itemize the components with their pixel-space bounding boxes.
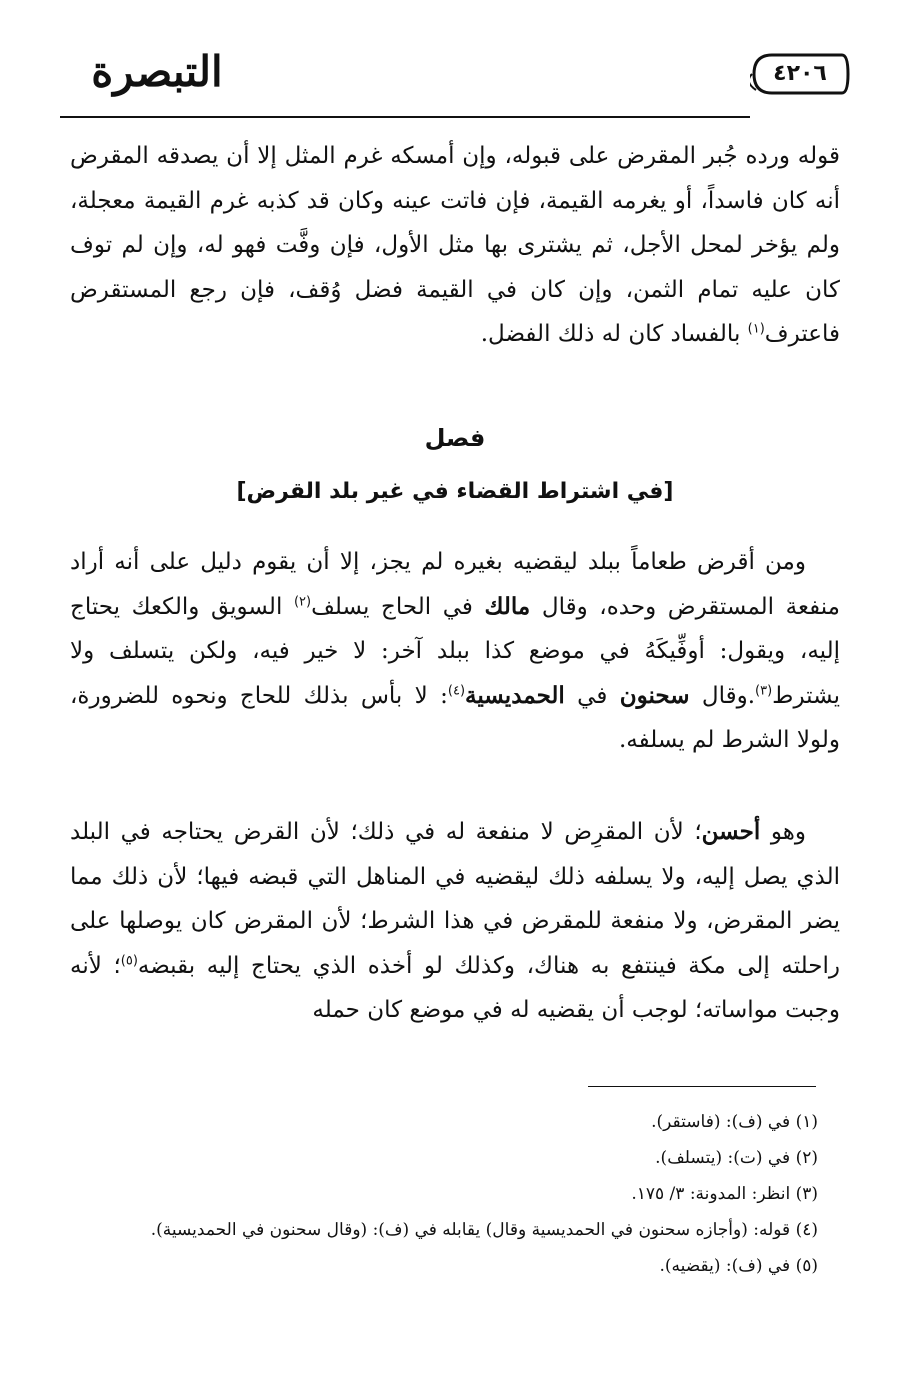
paragraph-2 bbox=[70, 540, 840, 810]
footnote-ref-3: (٣) bbox=[755, 682, 773, 698]
footnotes bbox=[70, 1104, 818, 1284]
footnote-ref-2: (٢) bbox=[293, 593, 312, 609]
page-header bbox=[60, 40, 850, 118]
page-number-badge bbox=[750, 52, 850, 96]
paragraph-2-part6: : لا بأس بذلك للحاج ونحوه للضرورة، ولولا الشرط لم يسلفه. bbox=[70, 682, 840, 753]
paragraph-3-part1: وهو bbox=[760, 819, 806, 845]
footnote-ref-4: (٤) bbox=[447, 682, 466, 698]
paragraph-2-part4: .وقال bbox=[689, 682, 756, 709]
paragraph-1-text: قوله ورده جُبر المقرض على قبوله، وإن أمسكه غرم المثل إلا أن يصدقه المقرض أنه كان فاسداً، أو يغرمه القيمة، فإن فاتت عينه وكان قد كذبه غرم القيمة معجلة، ولم يؤخر لمحل الأجل، ثم يشترى بها مثل الأول، فإن وفَّت فهو له، وإن لم توف كان عليه تمام الثمن، وإن كان في القيمة فضل وُقف، فإن رجع المستقرض فاعترف bbox=[70, 143, 840, 347]
paragraph-2-part2: في الحاج يسلف bbox=[311, 593, 485, 620]
footnote-separator bbox=[588, 1086, 816, 1087]
footnote-2: (٢) في (ت): (يتسلف). bbox=[655, 1148, 818, 1168]
book-title: التبصرة bbox=[91, 47, 223, 96]
page-number: ٤٢٠٦ bbox=[773, 61, 827, 86]
term-ahsan: أحسن bbox=[701, 818, 761, 845]
name-sahnun: سحنون bbox=[619, 681, 690, 709]
footnote-5: (٥) في (ف): (يقضيه). bbox=[659, 1256, 818, 1276]
header-rule bbox=[60, 116, 750, 118]
footnote-1: (١) في (ف): (فاستقر). bbox=[651, 1112, 818, 1132]
footnote-ref-5: (٥) bbox=[120, 952, 138, 968]
name-malik: مالك bbox=[484, 592, 531, 620]
footnote-4: (٤) قوله: (وأجازه سحنون في الحمديسية وقال) يقابله في (ف): (وقال سحنون في الحمديسية). bbox=[150, 1220, 818, 1240]
footnote-ref-1: (١) bbox=[747, 321, 765, 337]
footnote-3: (٣) انظر: المدونة: ٣/ ١٧٥. bbox=[631, 1184, 818, 1204]
paragraph-3-part3: ؛ لأنه وجبت مواساته؛ لوجب أن يقضيه له في موضع كان حمله bbox=[70, 952, 840, 1023]
paragraph-3 bbox=[70, 810, 840, 1080]
paragraph-1-tail: بالفساد كان له ذلك الفضل. bbox=[480, 321, 748, 347]
paragraph-3-part2: ؛ لأن المقرِض لا منفعة له في ذلك؛ لأن القرض يحتاجه في البلد الذي يصل إليه، ولا يسلفه ذلك ليقضيه في المناهل التي قبضه فيها؛ لأن ذلك مما يضر المقرض، ولا منفعة للمقرض في هذا الشرط؛ لأن المقرض كان يوصلها على راحلته إلى مكة فينتفع به هناك، وكذلك لو أخذه الذي يحتاج إليه بقبضه bbox=[70, 819, 840, 979]
paragraph-2-part5: في bbox=[564, 682, 620, 709]
paragraph-1 bbox=[70, 134, 840, 404]
book-hamdisiyya: الحمديسية bbox=[465, 681, 565, 709]
paragraph-2-part1: ومن أقرض طعاماً ببلد ليقضيه بغيره لم يجز، إلا أن يقوم دليل على أنه أراد منفعة المستقرض وحده، وقال bbox=[70, 549, 841, 620]
section-title: فصل bbox=[424, 424, 486, 452]
paragraph-2-part3: السويق والكعك يحتاج إليه، ويقول: أوفِّيكَهُ في موضع كذا ببلد آخر: لا خير فيه، ولكن يتسلف ولا يشترط bbox=[70, 593, 840, 709]
section-subtitle: [في اشتراط القضاء في غير بلد القرض] bbox=[236, 479, 674, 504]
